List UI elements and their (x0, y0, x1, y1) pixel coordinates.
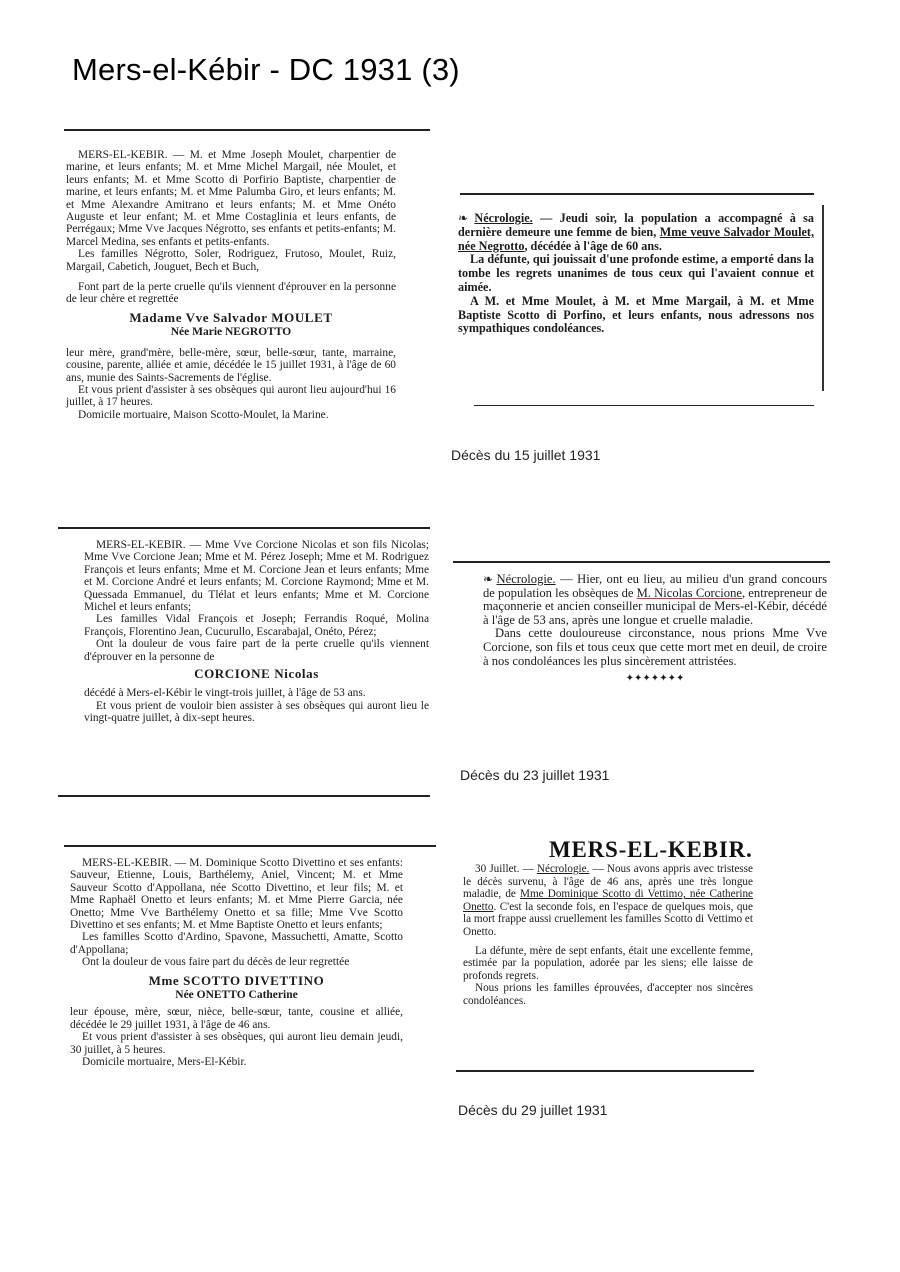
caption-date: Décès du 15 juillet 1931 (451, 447, 601, 463)
necrology-paragraph: La défunte, mère de sept enfants, était une excellente femme, estimée par la population, adorée par les siens; elle laisse de profonds regrets. (463, 944, 753, 982)
deceased-name: Mme SCOTTO DIVETTINO (148, 972, 325, 988)
notice-paragraph: Ont la douleur de vous faire part de la perte cruelle qu'ils viennent d'éprouver en la personne de (84, 638, 429, 663)
divider (58, 527, 430, 529)
page-title: Mers-el-Kébir - DC 1931 (3) (72, 52, 460, 87)
notice-paragraph: leur épouse, mère, sœur, nièce, belle-sœur, tante, cousine et alliée, décédée le 29 juillet 1931, à l'âge de 46 ans. (70, 1006, 403, 1031)
necrology-text: — Jeudi soir, la population a accompagné à sa dernière demeure une femme de bien, (458, 211, 815, 239)
necrology-text: , entrepreneur de maçonnerie et ancien conseiller municipal de Mers-el-Kébir, décédé à l'âge de 53 ans, après une longue et cruelle maladie. (483, 585, 827, 627)
necrology-scotto (463, 863, 753, 1008)
divider (456, 1070, 754, 1072)
necrology-paragraph: A M. et Mme Moulet, à M. et Mme Margail, à M. et Mme Baptiste Scotto di Porfino, et leurs enfants, nous adressons nos sympathiques condoléances. (458, 293, 814, 336)
necrology-moulet (458, 212, 814, 336)
caption-date: Décès du 29 juillet 1931 (458, 1102, 608, 1118)
funeral-notice-moulet (66, 149, 396, 421)
notice-paragraph: Et vous prient de vouloir bien assister à ses obsèques qui auront lieu le vingt-quatre juillet, à dix-sept heures. (84, 699, 429, 725)
notice-paragraph: Et vous prient d'assister à ses obsèques qui auront lieu aujourd'hui 16 juillet, à 17 heures. (66, 383, 396, 409)
notice-paragraph: Domicile mortuaire, Maison Scotto-Moulet, la Marine. (78, 408, 329, 421)
notice-paragraph: décédé à Mers-el-Kébir le vingt-trois juillet, à l'âge de 53 ans. (84, 687, 366, 700)
maiden-name: Née ONETTO Catherine (175, 989, 298, 1002)
necrology-heading: Nécrologie. (496, 572, 556, 586)
necrology-text: , décédée à l'âge de 60 ans. (524, 238, 662, 253)
divider (58, 795, 430, 797)
ornament-icon: ❧ (483, 572, 493, 586)
divider (453, 561, 830, 563)
maiden-name: Née Marie NEGROTTO (170, 326, 292, 339)
divider (64, 129, 430, 131)
caption-date: Décès du 23 juillet 1931 (460, 767, 610, 783)
necrology-date: 30 Juillet. — (475, 863, 537, 875)
deceased-name: CORCIONE Nicolas (194, 666, 319, 682)
section-heading: MERS-EL-KEBIR. (549, 837, 753, 862)
necrology-paragraph: Nous prions les familles éprouvées, d'accepter nos sincères condoléances. (463, 982, 753, 1007)
notice-paragraph: Les familles Scotto d'Ardino, Spavone, Massuchetti, Amatte, Scotto d'Appollana; (70, 931, 403, 956)
ornament-icon: ❧ (458, 211, 468, 225)
notice-paragraph: Ont la douleur de vous faire part du décès de leur regrettée (82, 956, 350, 969)
notice-paragraph: Font part de la perte cruelle qu'ils viennent d'éprouver en la personne de leur chère et regrettée (66, 281, 396, 306)
ornament-icon: ✦✦✦✦✦✦✦ (625, 673, 685, 685)
divider (474, 405, 814, 406)
deceased-name: Mme Dominique Scotto di Vettimo, née Catherine Onetto (463, 888, 754, 913)
necrology-text: — Nous avons appris avec tristesse le décès survenu, à l'âge de 46 ans, après une très longue maladie, de (463, 863, 753, 901)
notice-paragraph: MERS-EL-KEBIR. — Mme Vve Corcione Nicolas et son fils Nicolas; Mme Vve Corcione Jean; Mme et M. Pérez Joseph; Mme et M. Rodriguez François et leurs enfants; Mme et M. Corcione Jean et leurs enfants; Mme et M. Corcione André et leurs enfants; M. Corcione Raymond; Mme et M. Quessada Emmanuel, du Tlélat et leurs enfants; Mme et M. Corcione Michel et leurs enfants; (84, 539, 429, 614)
necrology-corcione (483, 573, 827, 686)
necrology-heading: Nécrologie. (474, 211, 533, 225)
notice-paragraph: MERS-EL-KEBIR. — M. Dominique Scotto Divettino et ses enfants: Sauveur, Etienne, Louis, Barthélemy, Aniel, Vincent; M. et Mme Sauveur Scotto d'Appollana, née Scotto Divettino, et leur fils; M. et Mme Raphaël Onetto et leurs enfants; M. et Mme Pierre Garcia, née Onetto; Mme Vve Barthélemy Onetto et sa fille; Mme Vve Scotto Divettino et ses enfants; M. et Mme Baptiste Onetto et leurs enfants; (70, 857, 403, 932)
notice-paragraph: MERS-EL-KEBIR. — M. et Mme Joseph Moulet, charpentier de marine, et leurs enfants; M. et Mme Michel Margail, née Moulet, et leurs enfants; M. et Mme Scotto di Porfirio Baptiste, charpentier de marine, et leurs enfants; M. et Mme Palumba Giro, et leurs enfants; M. et Mme Alexandre Amitrano et leurs enfants; M. et Mme Onéto Auguste et leur enfant; M. et Mme Costaglinia et leurs enfants, de Perrégaux; Mme Vve Jacques Négrotto, ses enfants et petits-enfants; M. Marcel Medina, ses enfants et petits-enfants. (66, 149, 396, 248)
necrology-text: — Hier, ont eu lieu, au milieu d'un grand concours de population les obsèques de (483, 572, 827, 600)
necrology-heading: Nécrologie. (536, 863, 590, 875)
deceased-name: M. Nicolas Corcione (636, 585, 742, 600)
notice-paragraph: Domicile mortuaire, Mers-El-Kébir. (82, 1056, 247, 1069)
notice-paragraph: Les familles Négrotto, Soler, Rodriguez, Frutoso, Moulet, Ruiz, Margail, Cabetich, Jouguet, Bech et Buch, (66, 248, 396, 273)
notice-paragraph: Les familles Vidal François et Joseph; Ferrandis Roqué, Molina François, Florentino Jean, Cucurullo, Escarabajal, Onéto, Pérez; (84, 613, 429, 638)
column-rule (822, 205, 824, 391)
notice-paragraph: Et vous prient d'assister à ses obsèques, qui auront lieu demain jeudi, 30 juillet, à 5 heures. (70, 1031, 403, 1056)
divider (460, 193, 814, 195)
deceased-name: Madame Vve Salvador MOULET (129, 309, 333, 325)
funeral-notice-corcione (84, 539, 429, 725)
divider (64, 845, 436, 847)
deceased-name: Mme veuve Salvador Moulet, née Negrotto (458, 224, 814, 253)
funeral-notice-scotto (70, 857, 403, 1069)
necrology-text: . C'est la seconde fois, en l'espace de quelques mois, que la mort frappe aussi cruellement les familles Scotto di Vettimo et Onetto. (463, 900, 753, 938)
necrology-paragraph: Dans cette douloureuse circonstance, nous prions Mme Vve Corcione, son fils et tous ceux que cette mort met en deuil, de croire à nos condoléances les plus sincèrement attristées. (483, 626, 827, 668)
notice-paragraph: leur mère, grand'mère, belle-mère, sœur, belle-sœur, tante, marraine, cousine, parente, alliée et amie, décédée le 15 juillet 1931, à l'âge de 60 ans, munie des Saints-Sacrements de l'église. (66, 346, 396, 384)
necrology-paragraph: La défunte, qui jouissait d'une profonde estime, a emporté dans la tombe les regrets unanimes de tous ceux qui l'avaient connue et aimée. (458, 252, 814, 294)
